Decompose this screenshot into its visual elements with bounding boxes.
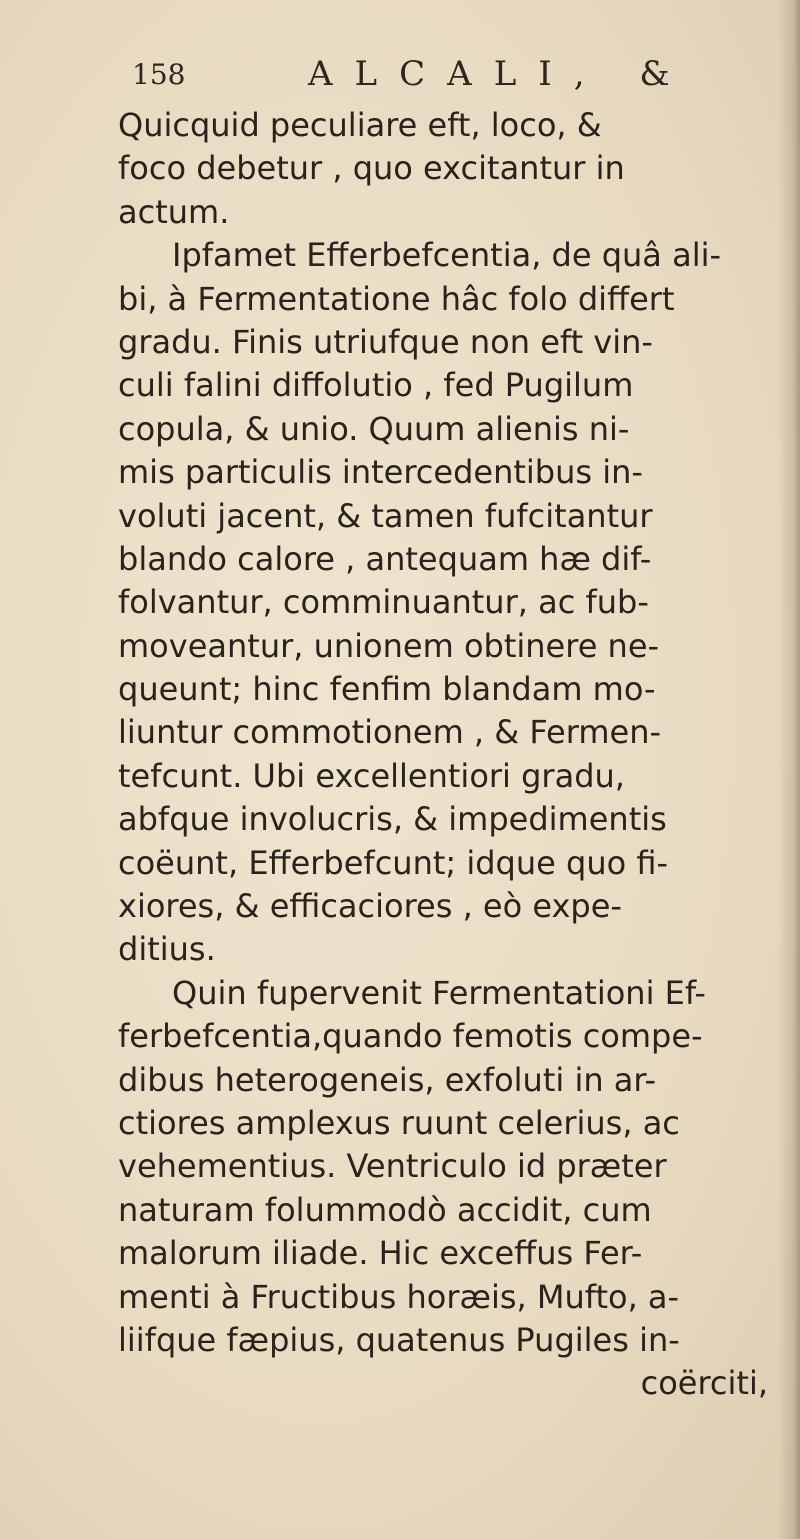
text-line: blando calore , antequam hæ dif-: [118, 539, 652, 578]
text-line: copula, & unio. Quum alienis ni-: [118, 409, 630, 448]
text-line: voluti jacent, & tamen fufcitantur: [118, 496, 653, 535]
text-line: Ipfamet Efferbefcentia, de quâ ali-: [172, 236, 722, 275]
text-line: culi falini diffolutio , fed Pugilum: [118, 366, 634, 405]
text-line: folvantur, comminuantur, ac fub-: [118, 583, 649, 622]
text-line: coërciti,: [640, 1364, 768, 1403]
text-line: menti à Fructibus horæis, Mufto, a-: [118, 1277, 680, 1316]
text-line: Quicquid peculiare eft, loco, &: [118, 106, 602, 144]
text-line: liifque fæpius, quatenus Pugiles in-: [118, 1320, 680, 1359]
page-number: 158: [132, 58, 186, 91]
running-title: ALCALI, &: [308, 54, 692, 94]
text-line: tefcunt. Ubi excellentiori gradu,: [118, 756, 625, 795]
text-line: mis particulis intercedentibus in-: [118, 453, 643, 492]
text-line: foco debetur , quo excitantur in: [118, 149, 625, 188]
text-line: xiores, & efficaciores , eò expe-: [118, 887, 622, 926]
text-line: vehementius. Ventriculo id præter: [118, 1147, 667, 1186]
text-line: moveantur, unionem obtinere ne-: [118, 626, 660, 665]
text-line: bi, à Fermentatione hâc folo differt: [118, 279, 675, 318]
text-line: ditius.: [118, 930, 216, 969]
text-line: Quin fupervenit Fermentationi Ef-: [172, 973, 706, 1012]
text-line: liuntur commotionem , & Fermen-: [118, 713, 662, 752]
body-text: [118, 104, 778, 1406]
text-line: abfque involucris, & impedimentis: [118, 800, 667, 839]
page-header: [132, 54, 692, 98]
text-line: ferbefcentia,quando femotis compe-: [118, 1017, 703, 1056]
text-line: malorum iliade. Hic exceffus Fer-: [118, 1234, 643, 1273]
text-line: naturam folummodò accidit, cum: [118, 1190, 652, 1229]
text-line: queunt; hinc fenfim blandam mo-: [118, 670, 656, 709]
text-line: actum.: [118, 192, 230, 231]
text-line: ctiores amplexus ruunt celerius, ac: [118, 1103, 680, 1142]
text-line: gradu. Finis utriufque non eft vin-: [118, 322, 653, 361]
page-edge-shadow: [778, 0, 800, 1539]
text-line: coëunt, Efferbefcunt; idque quo fi-: [118, 843, 669, 882]
text-line: dibus heterogeneis, exfoluti in ar-: [118, 1060, 657, 1099]
